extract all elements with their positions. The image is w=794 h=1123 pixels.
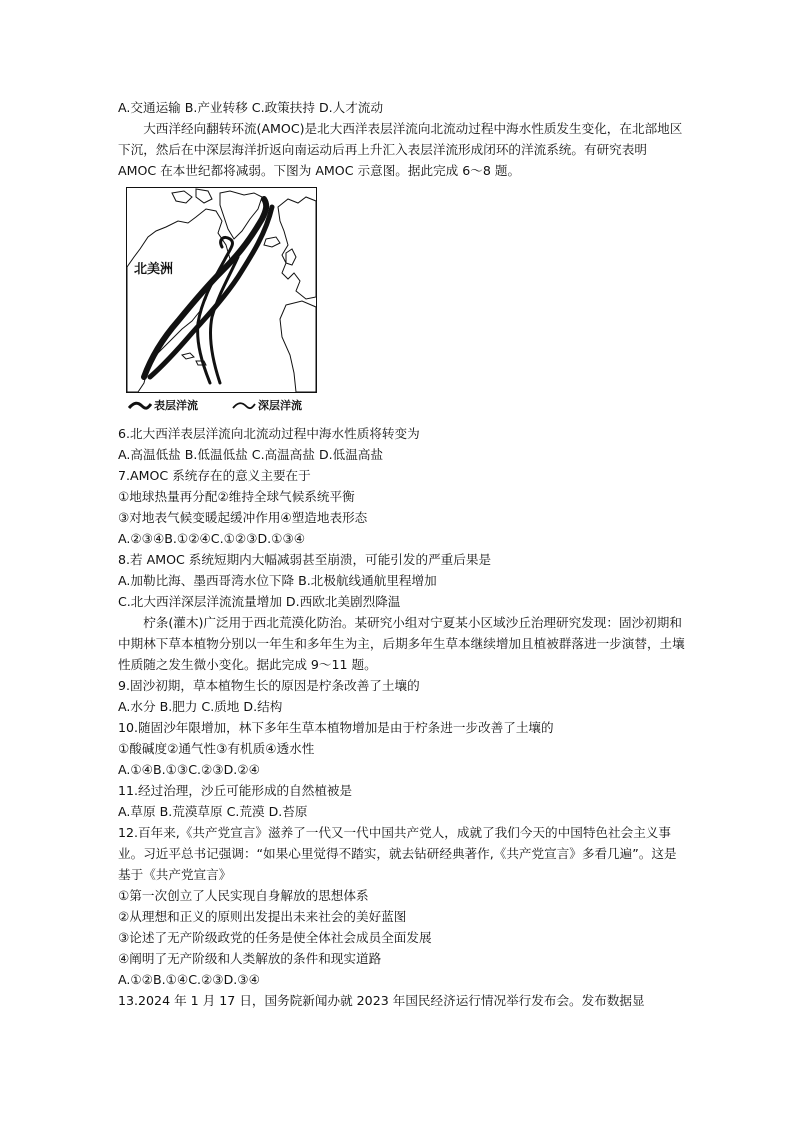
legend-deep	[232, 395, 302, 416]
question-12-options: A.①②B.①④C.②③D.③④	[118, 972, 260, 987]
question-9: 9.固沙初期，草本植物生长的原因是柠条改善了土壤的	[118, 678, 420, 693]
question-9-options: A.水分 B.肥力 C.质地 D.结构	[118, 699, 283, 714]
question-12-item-2: ②从理想和正义的原则出发提出未来社会的美好蓝图	[118, 909, 407, 924]
figure-legend	[126, 395, 326, 411]
passage-ningtiao: 柠条(灌木)广泛用于西北荒漠化防治。某研究小组对宁夏某小区域沙丘治理研究发现：固沙初期和中期林下草本植物分别以一年生和多年生为主，后期多年生草本继续增加且植被群落进一步演替，土壤性质随之发生微小变化。据此完成 9～11 题。	[118, 615, 685, 672]
amoc-map	[126, 187, 326, 393]
question-12-item-3: ③论述了无产阶级政党的任务是使全体社会成员全面发展	[118, 930, 432, 945]
q5-options: A.交通运输 B.产业转移 C.政策扶持 D.人才流动	[118, 100, 384, 115]
question-7: 7.AMOC 系统存在的意义主要在于	[118, 468, 311, 483]
question-6-options: A.高温低盐 B.低温低盐 C.高温高盐 D.低温高盐	[118, 447, 384, 462]
question-11: 11.经过治理，沙丘可能形成的自然植被是	[118, 783, 353, 798]
exam-page	[118, 97, 688, 1011]
amoc-figure	[126, 187, 326, 417]
question-8: 8.若 AMOC 系统短期内大幅减弱甚至崩溃，可能引发的严重后果是	[118, 552, 492, 567]
question-12-item-1: ①第一次创立了人民实现自身解放的思想体系	[118, 888, 369, 903]
question-12: 12.百年来,《共产党宣言》滋养了一代又一代中国共产党人，成就了我们今天的中国特色社会主义事业。习近平总书记强调：“如果心里觉得不踏实，就去钻研经典著作,《共产党宣言》多看几遍”。这是基于《共产党宣言》	[118, 825, 677, 882]
question-8-options-1: A.加勒比海、墨西哥湾水位下降 B.北极航线通航里程增加	[118, 573, 437, 588]
passage-amoc: 大西洋经向翻转环流(AMOC)是北大西洋表层洋流向北流动过程中海水性质发生变化，在北部地区下沉，然后在中深层海洋折返向南运动后再上升汇入表层洋流形成闭环的洋流系统。有研究表明 AMOC 在本世纪都将减弱。下图为 AMOC 示意图。据此完成 6～8 题。	[118, 121, 683, 178]
legend-surface	[128, 395, 198, 416]
question-6: 6.北大西洋表层洋流向北流动过程中海水性质将转变为	[118, 426, 420, 441]
question-11-options: A.草原 B.荒漠草原 C.荒漠 D.苔原	[118, 804, 308, 819]
legend-deep-label: 深层洋流	[258, 399, 302, 412]
north-america-label: 北美洲	[134, 262, 174, 277]
question-10-items: ①酸碱度②通气性③有机质④透水性	[118, 741, 315, 756]
question-13: 13.2024 年 1 月 17 日，国务院新闻办就 2023 年国民经济运行情况举行发布会。发布数据显	[118, 993, 645, 1008]
surface-swatch-icon	[128, 400, 152, 412]
question-7-item-b: ③对地表气候变暖起缓冲作用④塑造地表形态	[118, 510, 368, 525]
deep-swatch-icon	[232, 400, 256, 412]
question-7-options: A.②③④B.①②④C.①②③D.①③④	[118, 531, 306, 546]
question-12-item-4: ④阐明了无产阶级和人类解放的条件和现实道路	[118, 951, 382, 966]
question-8-options-2: C.北大西洋深层洋流流量增加 D.西欧北美剧烈降温	[118, 594, 401, 609]
legend-surface-label: 表层洋流	[154, 399, 198, 412]
question-10: 10.随固沙年限增加，林下多年生草本植物增加是由于柠条进一步改善了土壤的	[118, 720, 554, 735]
question-10-options: A.①④B.①③C.②③D.②④	[118, 762, 260, 777]
question-7-item-a: ①地球热量再分配②维持全球气候系统平衡	[118, 489, 355, 504]
